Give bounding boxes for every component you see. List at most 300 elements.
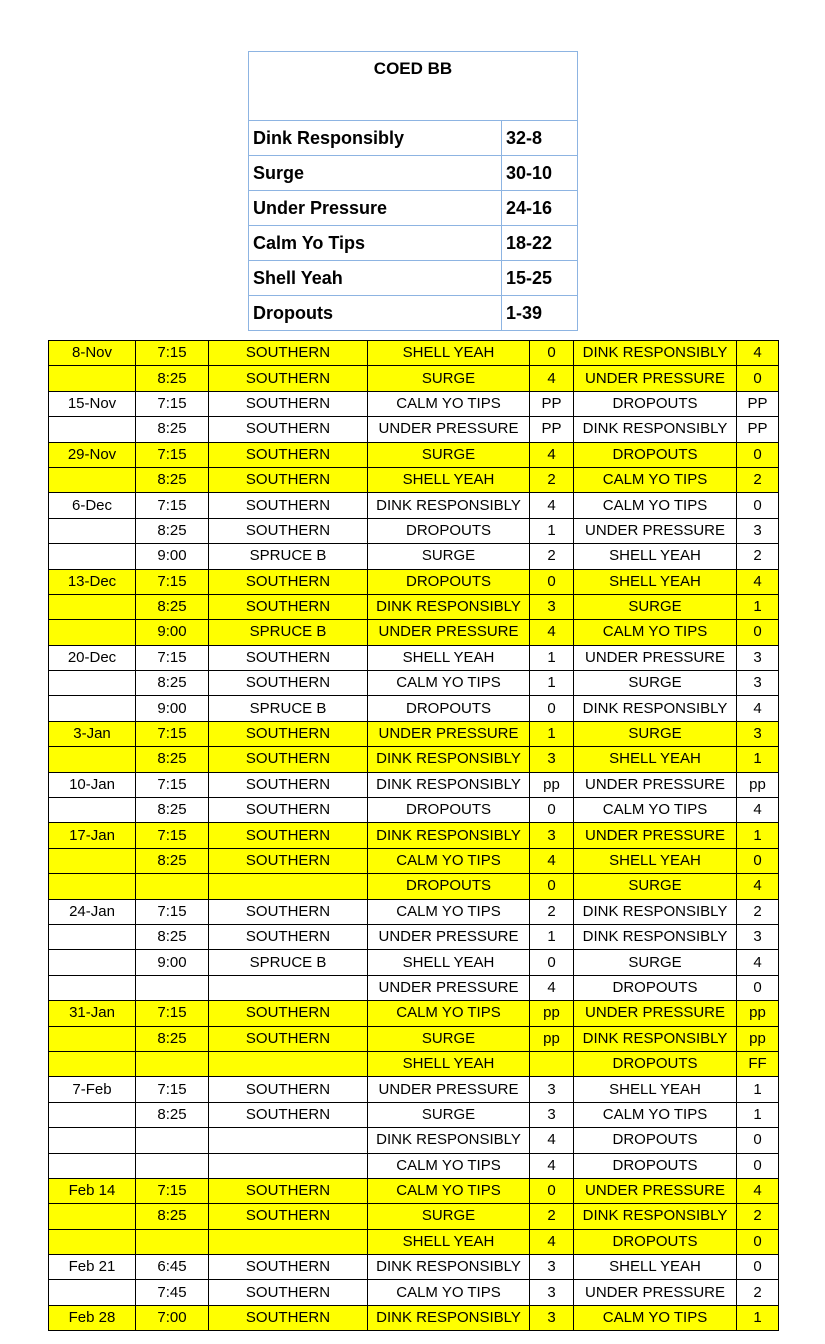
schedule-row xyxy=(49,1102,779,1127)
away-team: SHELL YEAH xyxy=(574,1077,737,1102)
game-date xyxy=(49,747,136,772)
game-time: 8:25 xyxy=(136,848,209,873)
home-score: 4 xyxy=(530,975,574,1000)
home-team: DINK RESPONSIBLY xyxy=(368,1128,530,1153)
away-score: 0 xyxy=(737,442,779,467)
game-date: 8-Nov xyxy=(49,341,136,366)
standings-row xyxy=(249,156,578,191)
away-team: UNDER PRESSURE xyxy=(574,645,737,670)
schedule-row xyxy=(49,391,779,416)
away-score: 1 xyxy=(737,1102,779,1127)
game-location: SOUTHERN xyxy=(209,1178,368,1203)
home-score: 0 xyxy=(530,950,574,975)
schedule-row xyxy=(49,1153,779,1178)
home-score: 1 xyxy=(530,671,574,696)
away-score: FF xyxy=(737,1051,779,1076)
game-location: SOUTHERN xyxy=(209,1077,368,1102)
game-location: SOUTHERN xyxy=(209,772,368,797)
game-date: 31-Jan xyxy=(49,1001,136,1026)
game-location: SOUTHERN xyxy=(209,1102,368,1127)
team-name: Under Pressure xyxy=(249,191,502,226)
team-name: Surge xyxy=(249,156,502,191)
home-team: DROPOUTS xyxy=(368,518,530,543)
game-date xyxy=(49,417,136,442)
game-date xyxy=(49,1229,136,1254)
game-date xyxy=(49,1204,136,1229)
schedule-row xyxy=(49,544,779,569)
home-score: 0 xyxy=(530,874,574,899)
schedule-row xyxy=(49,645,779,670)
game-location: SOUTHERN xyxy=(209,899,368,924)
schedule-row xyxy=(49,569,779,594)
home-score: 0 xyxy=(530,1178,574,1203)
schedule-row xyxy=(49,924,779,949)
away-team: CALM YO TIPS xyxy=(574,620,737,645)
away-score: 4 xyxy=(737,569,779,594)
home-team: DROPOUTS xyxy=(368,874,530,899)
team-record: 32-8 xyxy=(502,121,578,156)
away-team: UNDER PRESSURE xyxy=(574,518,737,543)
game-time: 7:00 xyxy=(136,1305,209,1330)
home-team: UNDER PRESSURE xyxy=(368,721,530,746)
away-team: SHELL YEAH xyxy=(574,1255,737,1280)
game-date: 17-Jan xyxy=(49,823,136,848)
game-location xyxy=(209,1153,368,1178)
game-location: SOUTHERN xyxy=(209,417,368,442)
schedule-row xyxy=(49,1229,779,1254)
home-score: 0 xyxy=(530,696,574,721)
away-score: 4 xyxy=(737,798,779,823)
game-time: 7:15 xyxy=(136,772,209,797)
home-team: CALM YO TIPS xyxy=(368,671,530,696)
away-score: 0 xyxy=(737,1229,779,1254)
schedule-row xyxy=(49,950,779,975)
home-team: SHELL YEAH xyxy=(368,645,530,670)
home-score: 4 xyxy=(530,493,574,518)
away-score: 3 xyxy=(737,645,779,670)
game-date xyxy=(49,848,136,873)
away-score: 0 xyxy=(737,1128,779,1153)
standings-body xyxy=(249,52,578,331)
home-team: CALM YO TIPS xyxy=(368,1280,530,1305)
team-record: 24-16 xyxy=(502,191,578,226)
game-date xyxy=(49,1051,136,1076)
home-team: SURGE xyxy=(368,544,530,569)
home-score: PP xyxy=(530,391,574,416)
schedule-row xyxy=(49,696,779,721)
home-team: UNDER PRESSURE xyxy=(368,924,530,949)
away-score: 4 xyxy=(737,950,779,975)
team-record: 15-25 xyxy=(502,261,578,296)
game-location: SOUTHERN xyxy=(209,747,368,772)
home-score: 3 xyxy=(530,1255,574,1280)
away-score: 4 xyxy=(737,341,779,366)
away-score: 0 xyxy=(737,975,779,1000)
game-date: 10-Jan xyxy=(49,772,136,797)
game-date xyxy=(49,544,136,569)
game-date xyxy=(49,671,136,696)
standings-row xyxy=(249,296,578,331)
schedule-row xyxy=(49,467,779,492)
game-location: SOUTHERN xyxy=(209,721,368,746)
game-time: 7:15 xyxy=(136,442,209,467)
schedule-row xyxy=(49,798,779,823)
home-team: DINK RESPONSIBLY xyxy=(368,1255,530,1280)
game-location xyxy=(209,1229,368,1254)
game-time: 6:45 xyxy=(136,1255,209,1280)
game-time xyxy=(136,975,209,1000)
game-date xyxy=(49,1153,136,1178)
game-date xyxy=(49,1026,136,1051)
schedule-body xyxy=(49,341,779,1331)
schedule-row xyxy=(49,366,779,391)
game-date xyxy=(49,1128,136,1153)
away-score: 2 xyxy=(737,544,779,569)
team-name: Dink Responsibly xyxy=(249,121,502,156)
away-team: DINK RESPONSIBLY xyxy=(574,899,737,924)
game-time: 7:15 xyxy=(136,341,209,366)
schedule-row xyxy=(49,721,779,746)
home-score: 3 xyxy=(530,594,574,619)
away-team: UNDER PRESSURE xyxy=(574,366,737,391)
schedule-row xyxy=(49,594,779,619)
away-team: DINK RESPONSIBLY xyxy=(574,417,737,442)
schedule-table xyxy=(48,340,779,1331)
home-score: 0 xyxy=(530,569,574,594)
away-team: DROPOUTS xyxy=(574,391,737,416)
away-team: CALM YO TIPS xyxy=(574,467,737,492)
game-location: SOUTHERN xyxy=(209,671,368,696)
schedule-row xyxy=(49,1178,779,1203)
away-team: UNDER PRESSURE xyxy=(574,823,737,848)
game-time: 8:25 xyxy=(136,366,209,391)
game-time: 7:15 xyxy=(136,1001,209,1026)
away-team: SHELL YEAH xyxy=(574,544,737,569)
away-score: 0 xyxy=(737,493,779,518)
game-time: 7:15 xyxy=(136,823,209,848)
away-team: CALM YO TIPS xyxy=(574,493,737,518)
game-location: SPRUCE B xyxy=(209,696,368,721)
home-score: 1 xyxy=(530,924,574,949)
away-team: DROPOUTS xyxy=(574,1153,737,1178)
game-time xyxy=(136,1229,209,1254)
standings-row xyxy=(249,191,578,226)
schedule-row xyxy=(49,848,779,873)
home-score: 4 xyxy=(530,1128,574,1153)
home-score: 0 xyxy=(530,341,574,366)
game-date xyxy=(49,518,136,543)
away-team: DINK RESPONSIBLY xyxy=(574,341,737,366)
game-location: SOUTHERN xyxy=(209,467,368,492)
away-team: DINK RESPONSIBLY xyxy=(574,1204,737,1229)
game-location: SOUTHERN xyxy=(209,1280,368,1305)
game-location: SOUTHERN xyxy=(209,798,368,823)
away-team: SURGE xyxy=(574,950,737,975)
away-team: UNDER PRESSURE xyxy=(574,1178,737,1203)
game-date: Feb 28 xyxy=(49,1305,136,1330)
game-time: 7:15 xyxy=(136,1178,209,1203)
home-team: CALM YO TIPS xyxy=(368,391,530,416)
game-location: SOUTHERN xyxy=(209,823,368,848)
away-team: UNDER PRESSURE xyxy=(574,1280,737,1305)
schedule-row xyxy=(49,1077,779,1102)
home-team: UNDER PRESSURE xyxy=(368,417,530,442)
team-name: Shell Yeah xyxy=(249,261,502,296)
away-score: 2 xyxy=(737,467,779,492)
away-team: DROPOUTS xyxy=(574,442,737,467)
game-date: 3-Jan xyxy=(49,721,136,746)
home-team: DINK RESPONSIBLY xyxy=(368,594,530,619)
game-time: 9:00 xyxy=(136,544,209,569)
home-score: 1 xyxy=(530,518,574,543)
game-time: 8:25 xyxy=(136,1204,209,1229)
game-time xyxy=(136,874,209,899)
home-score: 3 xyxy=(530,747,574,772)
home-score: 3 xyxy=(530,823,574,848)
game-time: 7:15 xyxy=(136,645,209,670)
away-team: UNDER PRESSURE xyxy=(574,772,737,797)
game-time: 8:25 xyxy=(136,467,209,492)
away-team: DROPOUTS xyxy=(574,1128,737,1153)
team-name: Calm Yo Tips xyxy=(249,226,502,261)
home-team: CALM YO TIPS xyxy=(368,848,530,873)
game-date xyxy=(49,467,136,492)
home-team: UNDER PRESSURE xyxy=(368,620,530,645)
game-time xyxy=(136,1051,209,1076)
home-team: SHELL YEAH xyxy=(368,341,530,366)
away-score: 0 xyxy=(737,366,779,391)
away-team: CALM YO TIPS xyxy=(574,798,737,823)
game-date: Feb 21 xyxy=(49,1255,136,1280)
game-time: 9:00 xyxy=(136,696,209,721)
home-team: SURGE xyxy=(368,366,530,391)
game-location xyxy=(209,1128,368,1153)
schedule-row xyxy=(49,1001,779,1026)
game-location: SOUTHERN xyxy=(209,1305,368,1330)
standings-row xyxy=(249,226,578,261)
away-score: 3 xyxy=(737,924,779,949)
schedule-row xyxy=(49,518,779,543)
game-time: 7:15 xyxy=(136,391,209,416)
schedule-row xyxy=(49,341,779,366)
away-team: DINK RESPONSIBLY xyxy=(574,1026,737,1051)
home-score: pp xyxy=(530,1026,574,1051)
schedule-row xyxy=(49,1026,779,1051)
home-score xyxy=(530,1051,574,1076)
standings-title: COED BB xyxy=(249,52,578,121)
away-team: SURGE xyxy=(574,721,737,746)
home-score: 0 xyxy=(530,798,574,823)
game-date xyxy=(49,1280,136,1305)
game-date: 6-Dec xyxy=(49,493,136,518)
home-score: 3 xyxy=(530,1077,574,1102)
away-team: DINK RESPONSIBLY xyxy=(574,924,737,949)
home-team: CALM YO TIPS xyxy=(368,1178,530,1203)
home-score: 4 xyxy=(530,1229,574,1254)
schedule-row xyxy=(49,1128,779,1153)
away-team: UNDER PRESSURE xyxy=(574,1001,737,1026)
home-score: 1 xyxy=(530,645,574,670)
game-date xyxy=(49,366,136,391)
game-location: SOUTHERN xyxy=(209,848,368,873)
schedule-row xyxy=(49,1204,779,1229)
away-team: SURGE xyxy=(574,671,737,696)
team-record: 30-10 xyxy=(502,156,578,191)
game-location: SOUTHERN xyxy=(209,1001,368,1026)
home-score: PP xyxy=(530,417,574,442)
game-date: 24-Jan xyxy=(49,899,136,924)
home-score: 3 xyxy=(530,1280,574,1305)
schedule-row xyxy=(49,620,779,645)
game-location: SPRUCE B xyxy=(209,620,368,645)
away-team: SURGE xyxy=(574,874,737,899)
home-team: UNDER PRESSURE xyxy=(368,1077,530,1102)
away-team: DROPOUTS xyxy=(574,975,737,1000)
game-time: 8:25 xyxy=(136,417,209,442)
away-team: SHELL YEAH xyxy=(574,569,737,594)
away-team: CALM YO TIPS xyxy=(574,1305,737,1330)
schedule-row xyxy=(49,874,779,899)
away-score: 3 xyxy=(737,721,779,746)
away-team: SHELL YEAH xyxy=(574,747,737,772)
schedule-row xyxy=(49,747,779,772)
away-score: 3 xyxy=(737,518,779,543)
home-score: 4 xyxy=(530,366,574,391)
game-date: 13-Dec xyxy=(49,569,136,594)
away-score: pp xyxy=(737,1001,779,1026)
standings-row xyxy=(249,261,578,296)
schedule-row xyxy=(49,671,779,696)
home-team: SURGE xyxy=(368,1026,530,1051)
home-score: pp xyxy=(530,772,574,797)
game-date: 7-Feb xyxy=(49,1077,136,1102)
away-team: DINK RESPONSIBLY xyxy=(574,696,737,721)
game-time: 8:25 xyxy=(136,798,209,823)
game-time: 7:45 xyxy=(136,1280,209,1305)
away-team: DROPOUTS xyxy=(574,1229,737,1254)
game-location xyxy=(209,1051,368,1076)
game-date xyxy=(49,975,136,1000)
away-team: CALM YO TIPS xyxy=(574,1102,737,1127)
home-score: 4 xyxy=(530,848,574,873)
away-team: DROPOUTS xyxy=(574,1051,737,1076)
home-team: UNDER PRESSURE xyxy=(368,975,530,1000)
home-score: pp xyxy=(530,1001,574,1026)
home-team: DINK RESPONSIBLY xyxy=(368,772,530,797)
game-time: 7:15 xyxy=(136,1077,209,1102)
game-date xyxy=(49,696,136,721)
game-location: SPRUCE B xyxy=(209,950,368,975)
away-score: 0 xyxy=(737,1153,779,1178)
schedule-row xyxy=(49,442,779,467)
away-score: 4 xyxy=(737,696,779,721)
game-location: SPRUCE B xyxy=(209,544,368,569)
game-date xyxy=(49,950,136,975)
home-team: DROPOUTS xyxy=(368,696,530,721)
home-score: 3 xyxy=(530,1102,574,1127)
game-date xyxy=(49,924,136,949)
schedule-row xyxy=(49,493,779,518)
game-location: SOUTHERN xyxy=(209,518,368,543)
game-time: 7:15 xyxy=(136,899,209,924)
schedule-row xyxy=(49,1305,779,1330)
home-team: DINK RESPONSIBLY xyxy=(368,823,530,848)
game-date xyxy=(49,798,136,823)
game-date xyxy=(49,874,136,899)
away-score: 2 xyxy=(737,899,779,924)
away-score: pp xyxy=(737,1026,779,1051)
away-score: 1 xyxy=(737,747,779,772)
away-score: PP xyxy=(737,417,779,442)
home-team: SHELL YEAH xyxy=(368,1229,530,1254)
away-score: pp xyxy=(737,772,779,797)
away-score: 3 xyxy=(737,671,779,696)
home-team: SHELL YEAH xyxy=(368,1051,530,1076)
away-score: 1 xyxy=(737,594,779,619)
game-time: 9:00 xyxy=(136,950,209,975)
home-team: SURGE xyxy=(368,442,530,467)
game-time: 8:25 xyxy=(136,747,209,772)
game-location: SOUTHERN xyxy=(209,1204,368,1229)
away-score: 0 xyxy=(737,1255,779,1280)
game-date: 29-Nov xyxy=(49,442,136,467)
game-date xyxy=(49,1102,136,1127)
team-record: 1-39 xyxy=(502,296,578,331)
home-team: DROPOUTS xyxy=(368,798,530,823)
home-team: CALM YO TIPS xyxy=(368,899,530,924)
away-score: 1 xyxy=(737,823,779,848)
schedule-row xyxy=(49,899,779,924)
game-location xyxy=(209,874,368,899)
schedule-row xyxy=(49,1280,779,1305)
away-score: PP xyxy=(737,391,779,416)
standings-row xyxy=(249,121,578,156)
game-location: SOUTHERN xyxy=(209,569,368,594)
home-score: 4 xyxy=(530,442,574,467)
away-score: 1 xyxy=(737,1305,779,1330)
home-score: 4 xyxy=(530,620,574,645)
home-score: 3 xyxy=(530,1305,574,1330)
game-time: 7:15 xyxy=(136,569,209,594)
game-time: 7:15 xyxy=(136,493,209,518)
home-team: CALM YO TIPS xyxy=(368,1001,530,1026)
standings-title-row xyxy=(249,52,578,121)
home-score: 4 xyxy=(530,1153,574,1178)
away-score: 4 xyxy=(737,874,779,899)
game-location: SOUTHERN xyxy=(209,594,368,619)
away-score: 1 xyxy=(737,1077,779,1102)
game-time: 7:15 xyxy=(136,721,209,746)
home-score: 2 xyxy=(530,467,574,492)
home-team: CALM YO TIPS xyxy=(368,1153,530,1178)
away-team: SURGE xyxy=(574,594,737,619)
standings-table xyxy=(248,51,578,331)
game-location: SOUTHERN xyxy=(209,341,368,366)
game-date xyxy=(49,620,136,645)
game-time: 9:00 xyxy=(136,620,209,645)
game-location xyxy=(209,975,368,1000)
home-score: 2 xyxy=(530,899,574,924)
game-time: 8:25 xyxy=(136,671,209,696)
home-team: SHELL YEAH xyxy=(368,467,530,492)
team-name: Dropouts xyxy=(249,296,502,331)
game-date: 15-Nov xyxy=(49,391,136,416)
away-score: 0 xyxy=(737,620,779,645)
home-score: 2 xyxy=(530,1204,574,1229)
home-score: 2 xyxy=(530,544,574,569)
game-date: Feb 14 xyxy=(49,1178,136,1203)
home-team: DINK RESPONSIBLY xyxy=(368,1305,530,1330)
